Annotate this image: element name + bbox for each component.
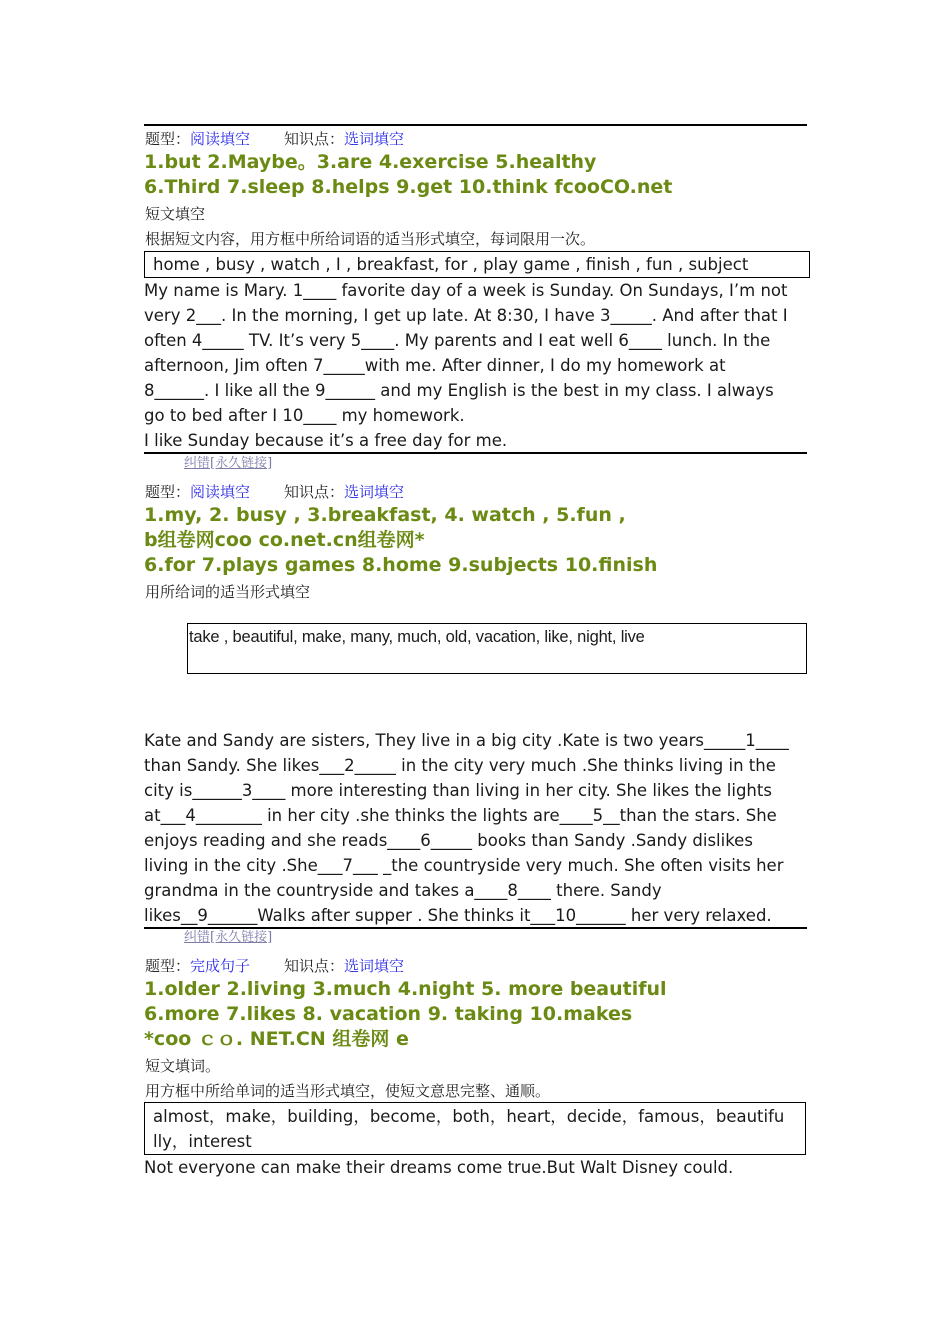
type-label: 题型： <box>145 483 191 501</box>
report-error-link[interactable]: 纠错[永久链接] <box>184 456 273 471</box>
passage-line: city is______3____ more interesting than living in her city. She likes the lights <box>144 781 772 800</box>
question-title: 短文填词。 <box>145 1057 221 1075</box>
knowledge-point-label: 知识点： <box>284 483 345 501</box>
passage-line: I like Sunday because it’s a free day for me. <box>144 431 508 450</box>
passage-line: at___4________ in her city .she thinks the lights are____5__than the stars. She <box>144 806 777 825</box>
passage-line: My name is Mary. 1____ favorite day of a week is Sunday. On Sundays, I’m not <box>144 281 788 300</box>
word-box-text: take , beautiful, make, many, much, old, vacation, like, night, live <box>189 628 645 646</box>
knowledge-point-label: 知识点： <box>284 130 345 148</box>
answer-line: 1.but 2.Maybe。3.are 4.exercise 5.healthy <box>144 151 597 173</box>
knowledge-point-label: 知识点： <box>284 957 345 975</box>
knowledge-point-value: 选词填空 <box>344 957 405 975</box>
question-instruction: 根据短文内容，用方框中所给词语的适当形式填空，每词限用一次。 <box>145 230 596 248</box>
type-value: 阅读填空 <box>190 483 251 501</box>
passage-line: go to bed after I 10____ my homework. <box>144 406 465 425</box>
section-divider <box>144 452 807 454</box>
type-label: 题型： <box>145 957 191 975</box>
knowledge-point-value: 选词填空 <box>344 483 405 501</box>
report-error-link[interactable]: 纠错[永久链接] <box>184 930 273 945</box>
answer-line: 6.more 7.likes 8. vacation 9. taking 10.makes <box>144 1003 633 1025</box>
question-meta <box>145 956 404 976</box>
answer-line: 1.older 2.living 3.much 4.night 5. more beautiful <box>144 978 667 1000</box>
answer-line: b组卷网coo co.net.cn组卷网* <box>144 529 425 551</box>
type-value: 阅读填空 <box>190 130 251 148</box>
passage-line: than Sandy. She likes___2_____ in the city very much .She thinks living in the <box>144 756 776 775</box>
passage-line: very 2___. In the morning, I get up late. At 8:30, I have 3_____. And after that I <box>144 306 788 325</box>
word-box-text: lly，interest <box>153 1132 252 1151</box>
answer-line: 6.Third 7.sleep 8.helps 9.get 10.think fcooCO.net <box>144 176 673 198</box>
question-meta <box>145 129 404 149</box>
passage-line: living in the city .She___7___ _the countryside very much. She often visits her <box>144 856 784 875</box>
passage-line: Kate and Sandy are sisters, They live in a big city .Kate is two years_____1____ <box>144 731 789 750</box>
question-meta <box>145 482 404 502</box>
type-label: 题型： <box>145 130 191 148</box>
passage-line: 8______. I like all the 9______ and my English is the best in my class. I always <box>144 381 774 400</box>
passage-line: Not everyone can make their dreams come true.But Walt Disney could. <box>144 1158 734 1177</box>
type-value: 完成句子 <box>190 957 251 975</box>
passage-line: likes__9______Walks after supper . She thinks it___10______ her very relaxed. <box>144 906 772 925</box>
answer-line: 6.for 7.plays games 8.home 9.subjects 10.finish <box>144 554 658 576</box>
knowledge-point-value: 选词填空 <box>344 130 405 148</box>
answer-line: 1.my, 2. busy , 3.breakfast, 4. watch , 5.fun , <box>144 504 626 526</box>
answer-line: *coo ｃｏ. NET.CN 组卷网 e <box>144 1028 409 1050</box>
question-instruction: 用所给词的适当形式填空 <box>145 583 311 601</box>
passage-line: grandma in the countryside and takes a____8____ there. Sandy <box>144 881 662 900</box>
passage-line: enjoys reading and she reads____6_____ books than Sandy .Sandy dislikes <box>144 831 753 850</box>
question-title: 短文填空 <box>145 205 206 223</box>
word-box-text: home , busy , watch , I , breakfast, for , play game , finish , fun , subject <box>153 255 749 274</box>
section-divider <box>144 124 807 126</box>
passage-line: often 4_____ TV. It’s very 5____. My parents and I eat well 6____ lunch. In the <box>144 331 771 350</box>
question-instruction: 用方框中所给单词的适当形式填空，使短文意思完整、通顺。 <box>145 1082 551 1100</box>
word-box-text: almost，make，building，become，both，heart，decide，famous，beautifu <box>153 1107 785 1126</box>
passage-line: afternoon, Jim often 7_____with me. After dinner, I do my homework at <box>144 356 726 375</box>
